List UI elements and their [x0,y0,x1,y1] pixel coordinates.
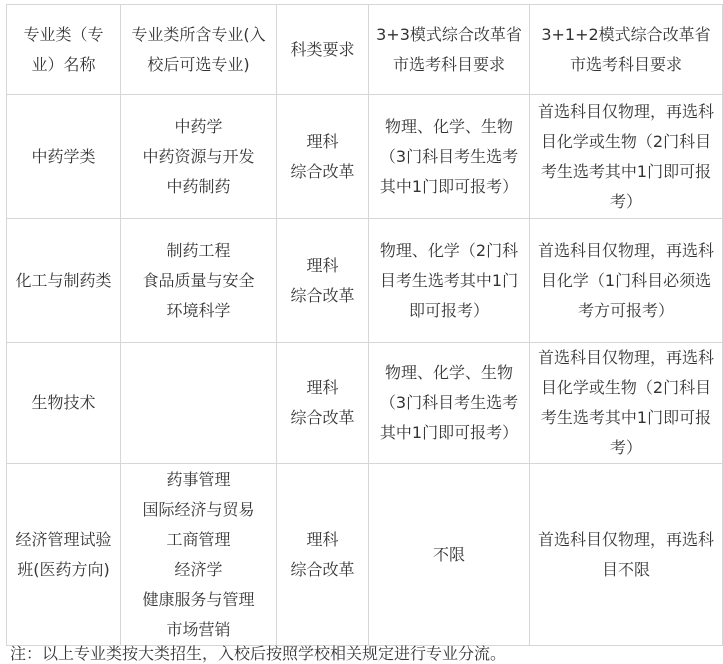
cell-majors [121,464,277,646]
table-header-row [7,5,723,95]
subject-req-line: 理科 [306,131,339,151]
table-row [7,464,723,646]
major-item: 健康服务与管理 [142,589,255,609]
subject-req-line: 理科 [306,529,339,549]
major-item: 中药学 [174,116,223,136]
cell-category: 化工与制药类 [7,219,121,343]
cell-category: 经济管理试验班(医药方向) [7,464,121,646]
footnote-text: 注：以上专业类按大类招生，入校后按照学校相关规定进行专业分流。 [10,644,507,663]
table-row [7,95,723,219]
table-row [7,219,723,343]
header-majors: 专业类所含专业(入校后可选专业) [121,5,277,95]
cell-mode-3-1-2: 首选科目仅物理，再选科目不限 [530,464,723,646]
cell-subject-requirement [277,464,369,646]
major-item: 制药工程 [166,240,231,260]
subject-req-line: 综合改革 [290,285,355,305]
cell-category: 生物技术 [7,343,121,464]
header-category: 专业类（专业）名称 [7,5,121,95]
subject-req-line: 理科 [306,378,339,397]
major-item: 食品质量与安全 [142,270,255,290]
major-item: 国际经济与贸易 [142,499,255,519]
footnote-cut-off [10,644,710,663]
header-mode-3-1-2: 3+1+2模式综合改革省市选考科目要求 [530,5,723,95]
cell-subject-requirement [277,219,369,343]
cell-subject-requirement [277,95,369,219]
cell-mode-3-1-2: 首选科目仅物理，再选科目化学或生物（2门科目考生选考其中1门即可报考） [530,343,723,464]
cell-mode-3-3: 物理、化学（2门科目考生选考其中1门即可报考） [369,219,530,343]
major-item: 中药资源与开发 [142,146,255,166]
header-mode-3-3: 3+3模式综合改革省市选考科目要求 [369,5,530,95]
major-item: 环境科学 [166,300,231,320]
admission-majors-table [6,4,723,646]
cell-subject-requirement [277,343,369,464]
subject-req-line: 综合改革 [290,408,355,427]
cell-majors [121,219,277,343]
subject-req-line: 理科 [306,255,339,275]
major-item: 工商管理 [166,529,231,549]
major-item: 中药制药 [166,176,231,196]
cell-majors [121,95,277,219]
cell-majors [121,343,277,464]
cell-mode-3-1-2: 首选科目仅物理，再选科目化学或生物（2门科目考生选考其中1门即可报考） [530,95,723,219]
subject-req-line: 综合改革 [290,559,355,579]
cell-mode-3-3: 物理、化学、生物（3门科目考生选考其中1门即可报考） [369,343,530,464]
major-item: 经济学 [174,559,223,579]
major-item: 市场营销 [166,619,231,639]
cell-category: 中药学类 [7,95,121,219]
header-subject-requirement: 科类要求 [277,5,369,95]
cell-mode-3-3: 不限 [369,464,530,646]
major-item: 药事管理 [166,469,231,489]
cell-mode-3-3: 物理、化学、生物（3门科目考生选考其中1门即可报考） [369,95,530,219]
table-row [7,343,723,464]
cell-mode-3-1-2: 首选科目仅物理，再选科目化学（1门科目必须选考方可报考） [530,219,723,343]
subject-req-line: 综合改革 [290,161,355,181]
